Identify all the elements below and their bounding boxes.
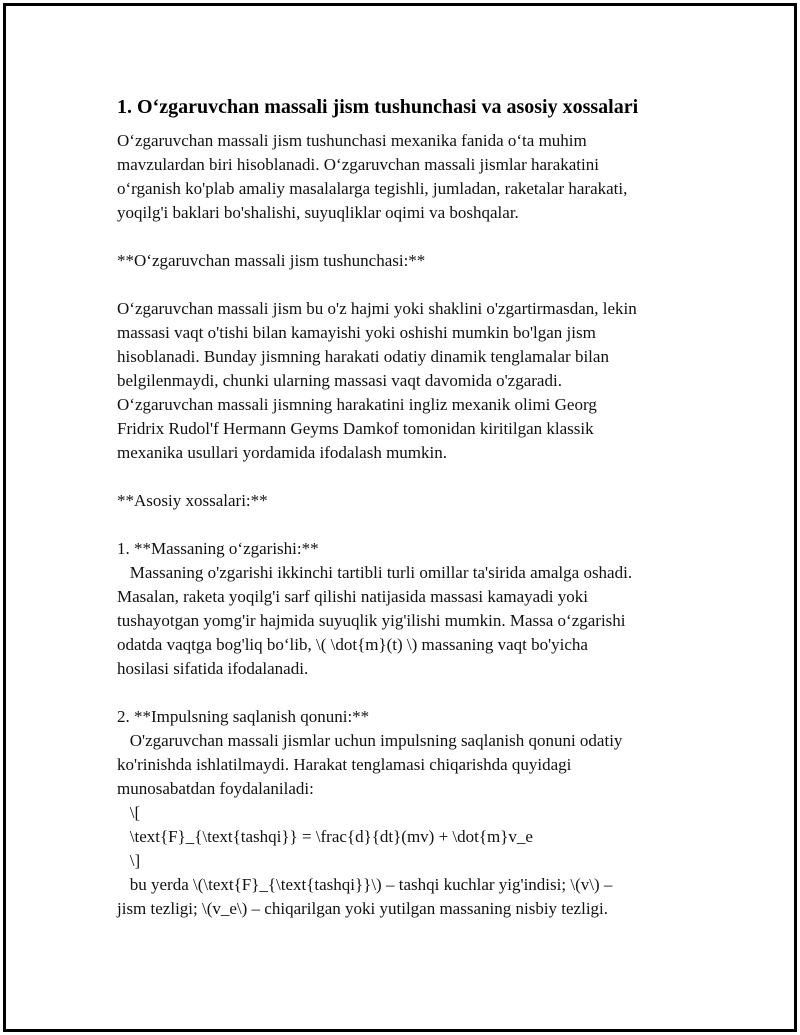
property-item-impulse-law: 2. **Impulsning saqlanish qonuni:** O'zgaruvchan massali jismlar uchun impulsning saqlanish qonuni odatiy ko'rinishda ishlatilmaydi. Harakat tenglamasi chiqarishda quyidagi munosabatdan foydalaniladi: \[ \text{F}_{\text{tashqi}} = \frac{d}{dt}(mv) + \dot{m}v_e \] bu yerda \(\text{F}_{\text{tashqi}}\) – tashqi kuchlar yig'indisi; \(v\) – jism tezligi; \(v_e\) – chiqarilgan yoki yutilgan massaning nisbiy tezligi. <box>117 707 623 918</box>
intro-paragraph: O‘zgaruvchan massali jism tushunchasi mexanika fanida o‘ta muhim mavzulardan biri hisoblanadi. O‘zgaruvchan massali jismlar harakatini o‘rganish ko'plab amaliy masalalarga tegishli, jumladan, raketalar harakati, yoqilg'i baklari bo'shalishi, suyuqliklar oqimi va boshqalar. <box>117 131 628 222</box>
property-item-mass-change: 1. **Massaning o‘zgarishi:** Massaning o'zgarishi ikkinchi tartibli turli omillar ta'sirida amalga oshadi. Masalan, raketa yoqilg'i sarf qilishi natijasida massasi kamayadi yoki tushayotgan yomg'ir hajmida suyuqlik yig'ilishi mumkin. Massa o‘zgarishi odatda vaqtga bog'liq bo‘lib, \( \dot{m}(t) \) massaning vaqt bo'yicha hosilasi sifatida ifodalanadi. <box>117 539 633 678</box>
spacer <box>117 465 687 489</box>
properties-heading: **Asosiy xossalari:** <box>117 491 268 510</box>
concept-heading: **O‘zgaruvchan massali jism tushunchasi:** <box>117 251 426 270</box>
document-content <box>117 93 687 921</box>
spacer <box>117 273 687 297</box>
concept-paragraph: O‘zgaruvchan massali jism bu o'z hajmi yoki shaklini o'zgartirmasdan, lekin massasi vaqt o'tishi bilan kamayishi yoki oshishi mumkin bo'lgan jism hisoblanadi. Bunday jismning harakati odatiy dinamik tenglamalar bilan belgilenmaydi, chunki ularning massasi vaqt davomida o'zgaradi. O‘zgaruvchan massali jismning harakatini ingliz mexanik olimi Georg Fridrix Rudol'f Hermann Geyms Damkof tomonidan kiritilgan klassik mexanika usullari yordamida ifodalash mumkin. <box>117 299 637 462</box>
spacer <box>117 225 687 249</box>
spacer <box>117 681 687 705</box>
section-heading: 1. O‘zgaruvchan massali jism tushunchasi va asosiy xossalari <box>117 96 639 118</box>
spacer <box>117 513 687 537</box>
